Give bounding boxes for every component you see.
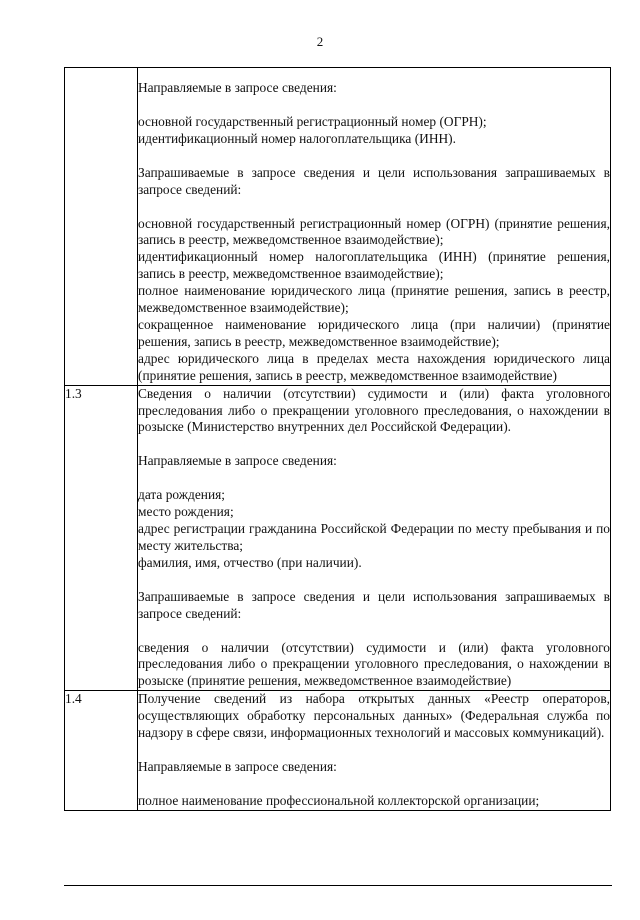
list-item: полное наименование юридического лица (принятие решения, запись в реестр, межведомственное взаимодействие); [138, 283, 610, 316]
sent-heading: Направляемые в запросе сведения: [138, 80, 337, 95]
table-row [65, 691, 611, 811]
list-item: адрес регистрации гражданина Российской Федерации по месту пребывания и по месту жительства; [138, 521, 610, 553]
list-item: основной государственный регистрационный номер (ОГРН) (принятие решения, запись в реестр, межведомственное взаимодействие); [138, 215, 610, 248]
row-title: Сведения о наличии (отсутствии) судимости и (или) факта уголовного преследования либо о прекращении уголовного преследования, о нахождении в розыске (Министерство внутренних дел Российской Федерации). [138, 385, 610, 435]
list-item: место рождения; [138, 504, 234, 520]
table-row [65, 385, 611, 691]
list-item: основной государственный регистрационный номер (ОГРН); [138, 113, 487, 129]
list-item: сокращенное наименование юридического лица (при наличии) (принятие решения, запись в реестр, межведомственное взаимодействие); [138, 316, 610, 349]
row-content [138, 385, 611, 691]
list-item: адрес юридического лица в пределах места нахождения юридического лица (принятие решения, запись в реестр, межведомственное взаимодействие) [138, 350, 610, 383]
document-table [64, 67, 611, 811]
list-item: сведения о наличии (отсутствии) судимости и (или) факта уголовного преследования либо о прекращении уголовного преследования, о нахождении в розыске (принятие решения, межведомственное взаимодействие) [138, 639, 610, 689]
row-number [65, 68, 138, 386]
requested-heading: Запрашиваемые в запросе сведения и цели использования запрашиваемых в запросе сведений: [138, 164, 610, 197]
table-row [65, 68, 611, 386]
row-number: 1.3 [65, 385, 138, 691]
table-bottom-border [64, 885, 612, 886]
sent-heading: Направляемые в запросе сведения: [138, 453, 337, 469]
list-item: идентификационный номер налогоплательщика (ИНН). [138, 130, 456, 146]
list-item: полное наименование профессиональной коллекторской организации; [138, 792, 540, 808]
list-item: дата рождения; [138, 487, 225, 503]
requested-heading: Запрашиваемые в запросе сведения и цели использования запрашиваемых в запросе сведений: [138, 588, 610, 621]
row-title: Получение сведений из набора открытых данных «Реестр операторов, осуществляющих обработку персональных данных» (Федеральная служба по надзору в сфере связи, информационных технологий и массовых коммуникаций). [138, 691, 610, 741]
list-item: фамилия, имя, отчество (при наличии). [138, 554, 362, 570]
row-number: 1.4 [65, 691, 138, 811]
row-content [138, 691, 611, 811]
row-content [138, 68, 611, 386]
sent-heading: Направляемые в запросе сведения: [138, 759, 337, 774]
page-number: 2 [316, 34, 324, 49]
list-item: идентификационный номер налогоплательщика (ИНН) (принятие решения, запись в реестр, межведомственное взаимодействие); [138, 249, 610, 282]
